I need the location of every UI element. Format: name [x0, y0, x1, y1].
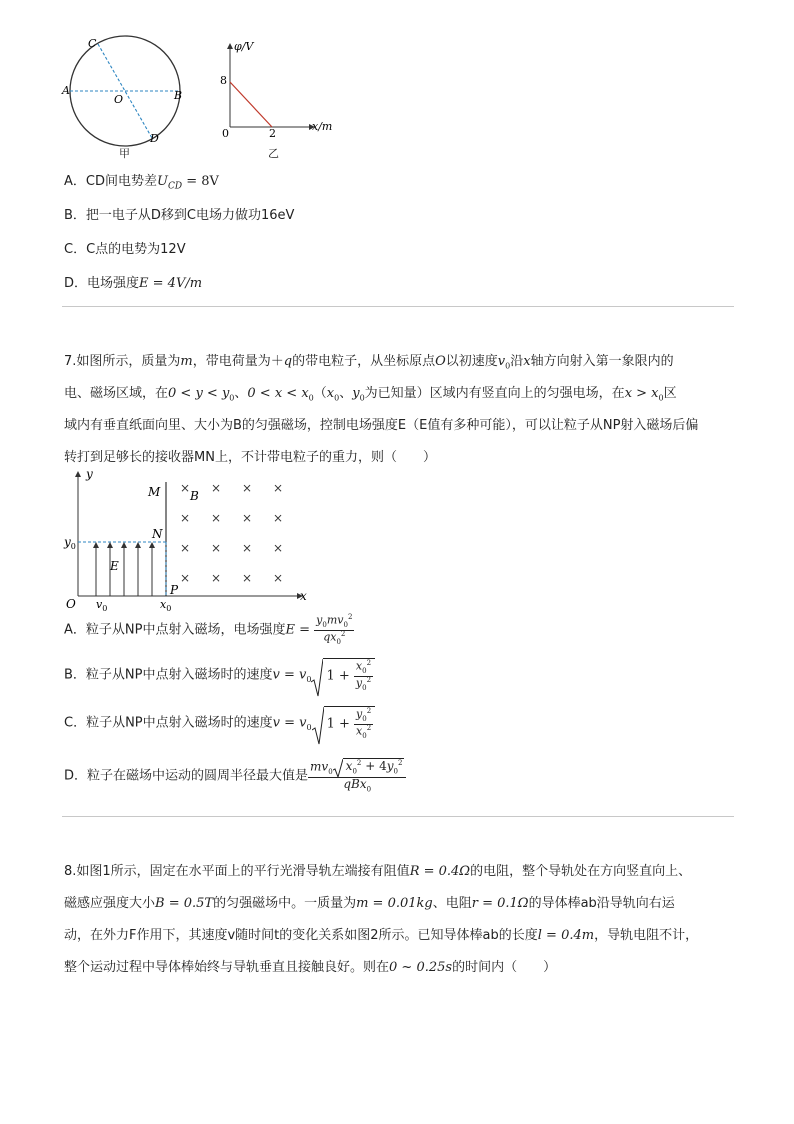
- b-cross: ×: [273, 571, 284, 585]
- q7-stem-line2: 电、磁场区域，在$0 < y < y_0$、$0 < x < x_0(x_0$、$y_0$为已知量）区域内有竖直向上的匀强电场，在$x > x_0$区: [64, 386, 677, 403]
- sqrt: 1 + $\frac{y_0^2}{x_0^2}$: [312, 706, 376, 740]
- figure-jia: [60, 32, 200, 164]
- label-v0: $v_0$: [96, 598, 108, 613]
- figure-yi: [214, 40, 342, 144]
- label-O: O: [114, 93, 124, 106]
- b-cross: ×: [242, 571, 253, 585]
- y-tick-8: 8: [220, 74, 227, 87]
- b-cross: ×: [180, 481, 191, 495]
- q7-option-b[interactable]: B．粒子从NP中点射入磁场时的速度$v = v_0$ 1 + $\frac{x_0^2}{y_0^2}$: [64, 658, 375, 692]
- math-E: E = 4V/m: [139, 276, 203, 291]
- label-N: N: [152, 527, 163, 541]
- option-text: 把一电子从D移到C电场力做功16eV: [85, 208, 295, 223]
- b-cross: ×: [180, 541, 191, 555]
- q8-stem-line3: 动，在外力F作用下，其速度v随时间t的变化关系如图2所示。已知导体棒ab的长度l = 0.4m，导轨电阻不计，: [64, 928, 699, 943]
- b-cross: ×: [242, 541, 253, 555]
- label-B: B: [190, 489, 199, 503]
- q7-stem-line4: 转打到足够长的接收器MN上，不计带电粒子的重力，则（ ）: [64, 450, 436, 465]
- b-cross: ×: [242, 511, 253, 525]
- label-D: D: [150, 132, 159, 145]
- q7-option-d[interactable]: D．粒子在磁场中运动的圆周半径最大值是 $mv_0$ $x_0^2 + 4y_0^2$ qBx$_0$: [64, 758, 406, 794]
- label-P: P: [170, 583, 179, 597]
- x-axis-label: x/m: [312, 120, 333, 133]
- divider-1: [62, 306, 734, 307]
- q7-figure: [60, 466, 320, 616]
- option-text: 电场强度: [87, 276, 140, 291]
- q6-option-c[interactable]: [64, 238, 186, 257]
- q6-option-a[interactable]: [64, 170, 219, 192]
- math-U: U: [157, 174, 168, 189]
- x-tick-2: 2: [269, 127, 276, 140]
- option-prefix: B．: [64, 208, 86, 223]
- label-A: A: [62, 84, 70, 97]
- b-cross: ×: [211, 511, 222, 525]
- b-cross: ×: [180, 571, 191, 585]
- math-sub: CD: [167, 181, 183, 192]
- caption-jia: 甲: [119, 147, 130, 160]
- caption-yi: 乙: [268, 147, 279, 160]
- math-eq: = 8V: [182, 174, 219, 189]
- option-prefix: A．: [64, 174, 86, 189]
- label-C: C: [88, 37, 97, 50]
- q8-stem-line4: 整个运动过程中导体棒始终与导轨垂直且接触良好。则在0 ~ 0.25s的时间内（ ）: [64, 960, 557, 975]
- fraction: $\frac{y_0mv_0^2}{qx_0^2}$: [316, 613, 353, 646]
- b-cross: ×: [273, 541, 284, 555]
- label-x0: $x_0$: [160, 598, 172, 613]
- label-M: M: [148, 485, 161, 499]
- origin-0: 0: [222, 127, 229, 140]
- b-cross: ×: [180, 511, 191, 525]
- b-cross: ×: [211, 541, 222, 555]
- fraction: $mv_0$ $x_0^2 + 4y_0^2$ qBx$_0$: [308, 758, 406, 794]
- q7-option-a[interactable]: A．粒子从NP中点射入磁场，电场强度E = $\frac{y_0mv_0^2}{qx_0^2}$: [64, 613, 353, 646]
- q8-stem-line1: 8.如图1所示，固定在水平面上的平行光滑导轨左端接有阻值R = 0.4Ω的电阻，整个导轨处在方向竖直向上、: [64, 864, 692, 879]
- label-y: y: [86, 467, 93, 481]
- option-text: C点的电势为12V: [86, 242, 186, 257]
- label-B: B: [174, 89, 183, 102]
- option-prefix: D．: [64, 276, 88, 291]
- q7-stem-line1: 7.如图所示，质量为m，带电荷量为＋q的带电粒子，从坐标原点O以初速度$v_0$沿x轴方向射入第一象限内的: [64, 354, 674, 371]
- q7-option-c[interactable]: C．粒子从NP中点射入磁场时的速度$v = v_0$ 1 + $\frac{y_0^2}{x_0^2}$: [64, 706, 375, 740]
- sqrt: 1 + $\frac{x_0^2}{y_0^2}$: [311, 658, 375, 692]
- label-E: E: [110, 559, 119, 573]
- label-y0: $y_0$: [64, 535, 76, 551]
- q6-option-b[interactable]: [64, 204, 294, 223]
- phi-line: [230, 82, 272, 127]
- b-cross: ×: [242, 481, 253, 495]
- y-axis-label: φ/V: [234, 40, 254, 53]
- q8-stem-line2: 磁感应强度大小B = 0.5T的匀强磁场中。一质量为m = 0.01kg、电阻r = 0.1Ω的导体棒ab沿导轨向右运: [64, 896, 675, 911]
- b-cross: ×: [273, 511, 284, 525]
- b-cross: ×: [211, 481, 222, 495]
- label-O: O: [66, 597, 76, 611]
- q6-option-d[interactable]: [64, 272, 202, 291]
- option-text: CD间电势差: [85, 174, 157, 189]
- b-cross: ×: [211, 571, 222, 585]
- label-x: x: [300, 589, 307, 603]
- b-cross: ×: [273, 481, 284, 495]
- q7-stem-line3: 域内有垂直纸面向里、大小为B的匀强磁场，控制电场强度E（E值有多种可能），可以让粒子从NP射入磁场后偏: [64, 418, 699, 433]
- option-prefix: C．: [64, 242, 87, 257]
- divider-2: [62, 816, 734, 817]
